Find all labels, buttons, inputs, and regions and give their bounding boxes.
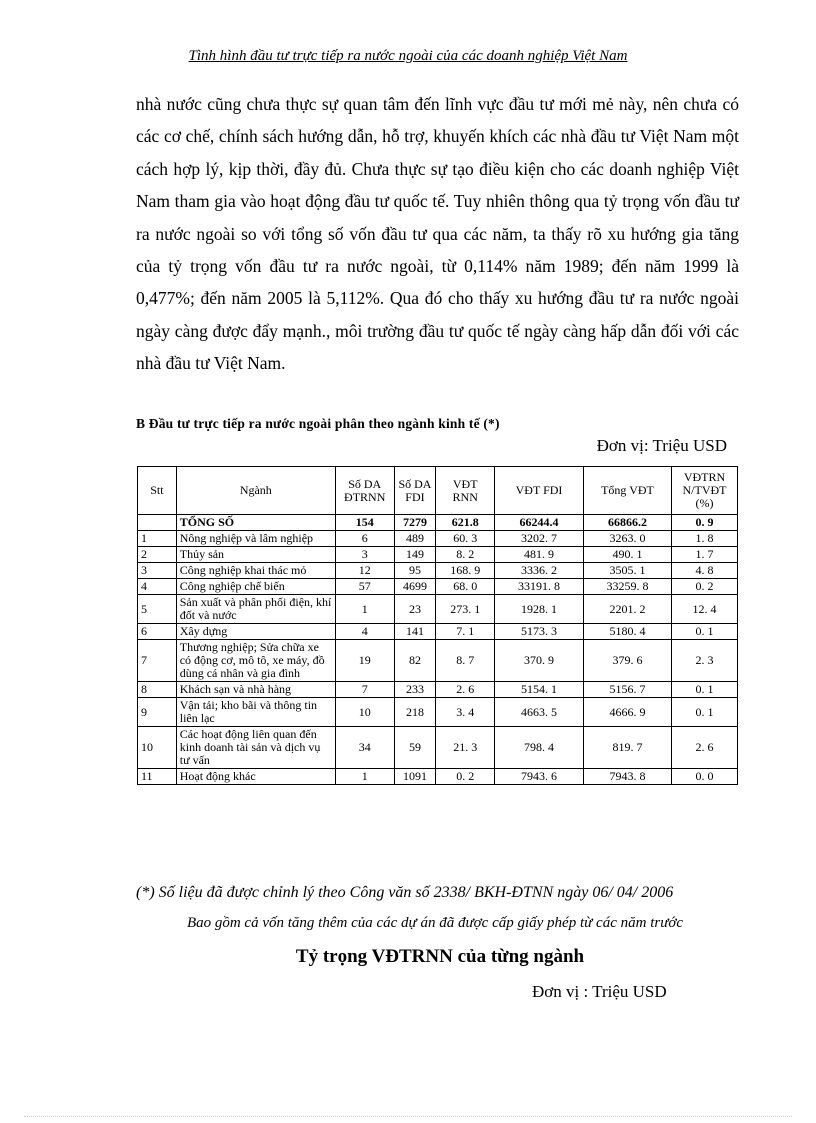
- cell-tong-vdt: 33259. 8: [584, 579, 672, 595]
- cell-stt: 2: [138, 547, 177, 563]
- cell-vdt-fdi: 66244.4: [495, 515, 584, 531]
- cell-so-da-fdi: 59: [394, 727, 436, 769]
- cell-vdt-fdi: 3202. 7: [495, 531, 584, 547]
- cell-tong-vdt: 490. 1: [584, 547, 672, 563]
- cell-vdt-rnn: 168. 9: [436, 563, 495, 579]
- cell-vdt-rnn: 273. 1: [436, 595, 495, 624]
- cell-vdt-fdi: 798. 4: [495, 727, 584, 769]
- investment-by-sector-table: [137, 466, 738, 785]
- cell-ratio: 12. 4: [671, 595, 737, 624]
- header-so-da-dtrnn: Số DA ĐTRNN: [335, 467, 394, 515]
- header-nganh: Ngành: [176, 467, 335, 515]
- cell-so-da-dtrnn: 4: [335, 624, 394, 640]
- cell-vdt-rnn: 2. 6: [436, 682, 495, 698]
- cell-ratio: 1. 8: [671, 531, 737, 547]
- cell-so-da-fdi: 7279: [394, 515, 436, 531]
- cell-nganh: Công nghiệp khai thác mỏ: [176, 563, 335, 579]
- cell-tong-vdt: 4666. 9: [584, 698, 672, 727]
- table-caption: B Đầu tư trực tiếp ra nước ngoài phân theo ngành kinh tế (*): [136, 416, 500, 431]
- cell-tong-vdt: 5156. 7: [584, 682, 672, 698]
- cell-nganh: Công nghiệp chế biến: [176, 579, 335, 595]
- cell-stt: 7: [138, 640, 177, 682]
- cell-stt: 11: [138, 769, 177, 785]
- cell-tong-vdt: 379. 6: [584, 640, 672, 682]
- section-unit: Đơn vị : Triệu USD: [532, 982, 667, 1001]
- cell-tong-vdt: 3263. 0: [584, 531, 672, 547]
- cell-nganh: Thương nghiệp; Sửa chữa xe có động cơ, mô tô, xe máy, đồ dùng cá nhân và gia đình: [176, 640, 335, 682]
- cell-vdt-fdi: 4663. 5: [495, 698, 584, 727]
- cell-vdt-rnn: 8. 7: [436, 640, 495, 682]
- body-paragraph: [136, 88, 739, 380]
- cell-vdt-fdi: 7943. 6: [495, 769, 584, 785]
- cell-stt: 6: [138, 624, 177, 640]
- cell-ratio: 1. 7: [671, 547, 737, 563]
- cell-so-da-fdi: 218: [394, 698, 436, 727]
- cell-nganh: Sản xuất và phân phối điện, khí đốt và nước: [176, 595, 335, 624]
- running-header: Tình hình đầu tư trực tiếp ra nước ngoài của các doanh nghiệp Việt Nam: [188, 48, 628, 64]
- cell-vdt-fdi: 481. 9: [495, 547, 584, 563]
- cell-nganh: Nông nghiệp và lâm nghiệp: [176, 531, 335, 547]
- cell-vdt-rnn: 8. 2: [436, 547, 495, 563]
- cell-stt: 10: [138, 727, 177, 769]
- cell-vdt-rnn: 0. 2: [436, 769, 495, 785]
- footnote-scope: Bao gồm cả vốn tăng thêm của các dự án đã được cấp giấy phép từ các năm trước: [186, 915, 684, 931]
- cell-nganh: Vận tải; kho bãi và thông tin liên lạc: [176, 698, 335, 727]
- cell-stt: [138, 515, 177, 531]
- table-row: [138, 563, 738, 579]
- cell-ratio: 0. 1: [671, 698, 737, 727]
- cell-vdt-fdi: 1928. 1: [495, 595, 584, 624]
- header-vdt-rnn: VĐT RNN: [436, 467, 495, 515]
- cell-stt: 8: [138, 682, 177, 698]
- cell-nganh: Xây dựng: [176, 624, 335, 640]
- cell-vdt-rnn: 60. 3: [436, 531, 495, 547]
- cell-vdt-rnn: 68. 0: [436, 579, 495, 595]
- section-title: Tỷ trọng VĐTRNN của từng ngành: [295, 946, 585, 967]
- footnote-source: (*) Số liệu đã được chỉnh lý theo Công văn số 2338/ BKH-ĐTNN ngày 06/ 04/ 2006: [136, 884, 674, 901]
- cell-so-da-fdi: 82: [394, 640, 436, 682]
- cell-ratio: 0. 1: [671, 624, 737, 640]
- cell-so-da-dtrnn: 1: [335, 595, 394, 624]
- cell-ratio: 4. 8: [671, 563, 737, 579]
- cell-vdt-fdi: 5173. 3: [495, 624, 584, 640]
- cell-vdt-fdi: 5154. 1: [495, 682, 584, 698]
- cell-vdt-fdi: 370. 9: [495, 640, 584, 682]
- cell-so-da-fdi: 4699: [394, 579, 436, 595]
- paragraph-text: nhà nước cũng chưa thực sự quan tâm đến lĩnh vực đầu tư mới mẻ này, nên chưa có các cơ chế, chính sách hướng dẫn, hỗ trợ, khuyến khích các nhà đầu tư Việt Nam một cách hợp lý, kịp thời, đầy đủ. Chưa thực sự tạo điều kiện cho các doanh nghiệp Việt Nam tham gia vào hoạt động đầu tư quốc tế. Tuy nhiên thông qua tỷ trọng vốn đầu tư ra nước ngoài so với tổng số vốn đầu tư qua các năm, ta thấy rõ xu hướng gia tăng của tỷ trọng vốn đầu tư ra nước ngoài, từ 0,114% năm 1989; đến năm 1999 là 0,477%; đến năm 2005 là 5,112%. Qua đó cho thấy xu hướng đầu tư ra nước ngoài ngày càng được đẩy mạnh., môi trường đầu tư quốc tế ngày càng hấp dẫn đối với các nhà đầu tư Việt Nam.: [136, 94, 739, 374]
- cell-so-da-dtrnn: 1: [335, 769, 394, 785]
- cell-nganh: Các hoạt động liên quan đến kinh doanh tài sản và dịch vụ tư vấn: [176, 727, 335, 769]
- cell-ratio: 0. 9: [671, 515, 737, 531]
- cell-so-da-fdi: 1091: [394, 769, 436, 785]
- table-row: [138, 595, 738, 624]
- cell-stt: 3: [138, 563, 177, 579]
- header-so-da-fdi: Số DA FDI: [394, 467, 436, 515]
- cell-tong-vdt: 7943. 8: [584, 769, 672, 785]
- table-row: [138, 579, 738, 595]
- cell-ratio: 0. 0: [671, 769, 737, 785]
- cell-so-da-fdi: 489: [394, 531, 436, 547]
- cell-tong-vdt: 66866.2: [584, 515, 672, 531]
- cell-ratio: 0. 1: [671, 682, 737, 698]
- table-header-row: [138, 467, 738, 515]
- cell-stt: 5: [138, 595, 177, 624]
- cell-vdt-rnn: 7. 1: [436, 624, 495, 640]
- cell-so-da-dtrnn: 7: [335, 682, 394, 698]
- cell-tong-vdt: 819. 7: [584, 727, 672, 769]
- cell-so-da-fdi: 95: [394, 563, 436, 579]
- cell-tong-vdt: 5180. 4: [584, 624, 672, 640]
- cell-nganh: Hoạt động khác: [176, 769, 335, 785]
- cell-so-da-dtrnn: 3: [335, 547, 394, 563]
- table-row: [138, 698, 738, 727]
- cell-nganh: Khách sạn và nhà hàng: [176, 682, 335, 698]
- header-stt: Stt: [138, 467, 177, 515]
- page-divider: [24, 1116, 792, 1117]
- cell-ratio: 2. 3: [671, 640, 737, 682]
- cell-tong-vdt: 3505. 1: [584, 563, 672, 579]
- table-row: [138, 624, 738, 640]
- cell-ratio: 0. 2: [671, 579, 737, 595]
- cell-nganh: TỔNG SỐ: [176, 515, 335, 531]
- header-vdt-fdi: VĐT FDI: [495, 467, 584, 515]
- cell-so-da-dtrnn: 6: [335, 531, 394, 547]
- cell-so-da-dtrnn: 154: [335, 515, 394, 531]
- cell-vdt-fdi: 33191. 8: [495, 579, 584, 595]
- header-tong-vdt: Tổng VĐT: [584, 467, 672, 515]
- cell-vdt-rnn: 621.8: [436, 515, 495, 531]
- cell-so-da-dtrnn: 12: [335, 563, 394, 579]
- cell-vdt-fdi: 3336. 2: [495, 563, 584, 579]
- cell-so-da-fdi: 149: [394, 547, 436, 563]
- table-total-row: [138, 515, 738, 531]
- header-ratio: VĐTRN N/TVĐT (%): [671, 467, 737, 515]
- cell-vdt-rnn: 21. 3: [436, 727, 495, 769]
- cell-so-da-dtrnn: 10: [335, 698, 394, 727]
- cell-stt: 9: [138, 698, 177, 727]
- table-row: [138, 640, 738, 682]
- cell-vdt-rnn: 3. 4: [436, 698, 495, 727]
- cell-so-da-fdi: 141: [394, 624, 436, 640]
- table-row: [138, 531, 738, 547]
- cell-stt: 1: [138, 531, 177, 547]
- cell-so-da-dtrnn: 57: [335, 579, 394, 595]
- table-unit: Đơn vị: Triệu USD: [596, 436, 727, 455]
- cell-so-da-fdi: 23: [394, 595, 436, 624]
- cell-so-da-dtrnn: 34: [335, 727, 394, 769]
- cell-so-da-dtrnn: 19: [335, 640, 394, 682]
- cell-nganh: Thủy sản: [176, 547, 335, 563]
- cell-so-da-fdi: 233: [394, 682, 436, 698]
- table-row: [138, 682, 738, 698]
- cell-tong-vdt: 2201. 2: [584, 595, 672, 624]
- table-row: [138, 547, 738, 563]
- cell-stt: 4: [138, 579, 177, 595]
- table-row: [138, 727, 738, 769]
- table-row: [138, 769, 738, 785]
- cell-ratio: 2. 6: [671, 727, 737, 769]
